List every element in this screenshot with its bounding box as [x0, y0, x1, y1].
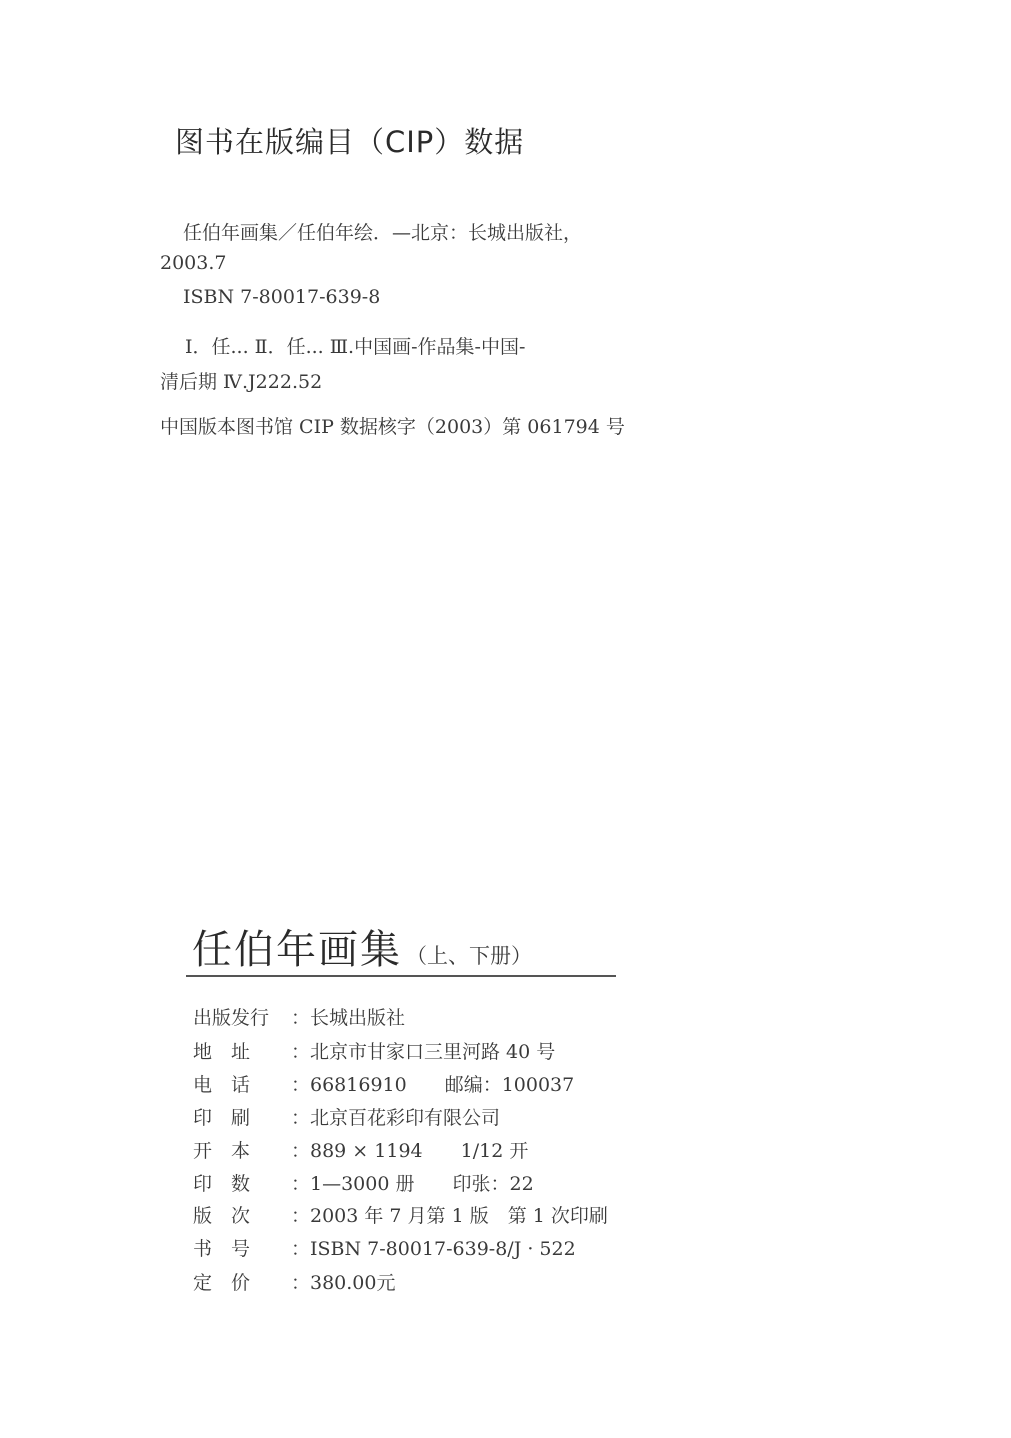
info-row-address [193, 1037, 555, 1064]
info-label: 电 话 [193, 1074, 251, 1096]
info-row-print-run [193, 1169, 534, 1196]
cip-subject-line: Ⅰ．任... Ⅱ．任... Ⅲ.中国画-作品集-中国- [185, 336, 526, 358]
info-value: ：北京百花彩印有限公司 [291, 1107, 501, 1129]
info-row-publisher [193, 1003, 405, 1030]
cip-date-line: 2003.7 [160, 252, 227, 274]
info-label: 印 刷 [193, 1107, 251, 1129]
info-row-format [193, 1136, 528, 1163]
cip-classification-line: 清后期 Ⅳ.J222.52 [160, 371, 323, 393]
info-value: ：长城出版社 [291, 1007, 406, 1029]
info-row-printer [193, 1103, 500, 1130]
info-label: 定 价 [193, 1272, 251, 1294]
info-row-edition [193, 1201, 608, 1228]
info-label: 版 次 [193, 1205, 251, 1227]
info-value: ：889 × 1194 1/12 开 [291, 1140, 529, 1162]
cip-heading: 图书在版编目（CIP）数据 [175, 125, 525, 159]
info-value: ：2003 年 7 月第 1 版 第 1 次印刷 [291, 1205, 608, 1227]
info-value: ：380.00元 [291, 1272, 396, 1294]
info-label: 开 本 [193, 1140, 251, 1162]
cip-record-number: 中国版本图书馆 CIP 数据核字（2003）第 061794 号 [160, 416, 625, 438]
title-underline [186, 975, 616, 977]
info-label: 地 址 [193, 1041, 251, 1063]
info-value: ：ISBN 7-80017-639-8/J · 522 [291, 1238, 576, 1260]
cip-title-line: 任伯年画集／任伯年绘．—北京：长城出版社， [183, 222, 583, 244]
info-value: ：北京市甘家口三里河路 40 号 [291, 1041, 556, 1063]
cip-isbn-line: ISBN 7-80017-639-8 [183, 286, 381, 308]
info-row-price [193, 1268, 395, 1295]
info-value: ：66816910 邮编：100037 [291, 1074, 575, 1096]
book-subtitle: （上、下册） [406, 944, 532, 968]
book-title-block [192, 918, 532, 975]
info-row-phone [193, 1070, 574, 1097]
info-label: 出版发行 [193, 1007, 270, 1029]
book-title: 任伯年画集 [192, 927, 402, 973]
info-row-book-number [193, 1234, 576, 1261]
info-label: 书 号 [193, 1238, 251, 1260]
info-label: 印 数 [193, 1173, 251, 1195]
info-value: ：1—3000 册 印张：22 [291, 1173, 534, 1195]
